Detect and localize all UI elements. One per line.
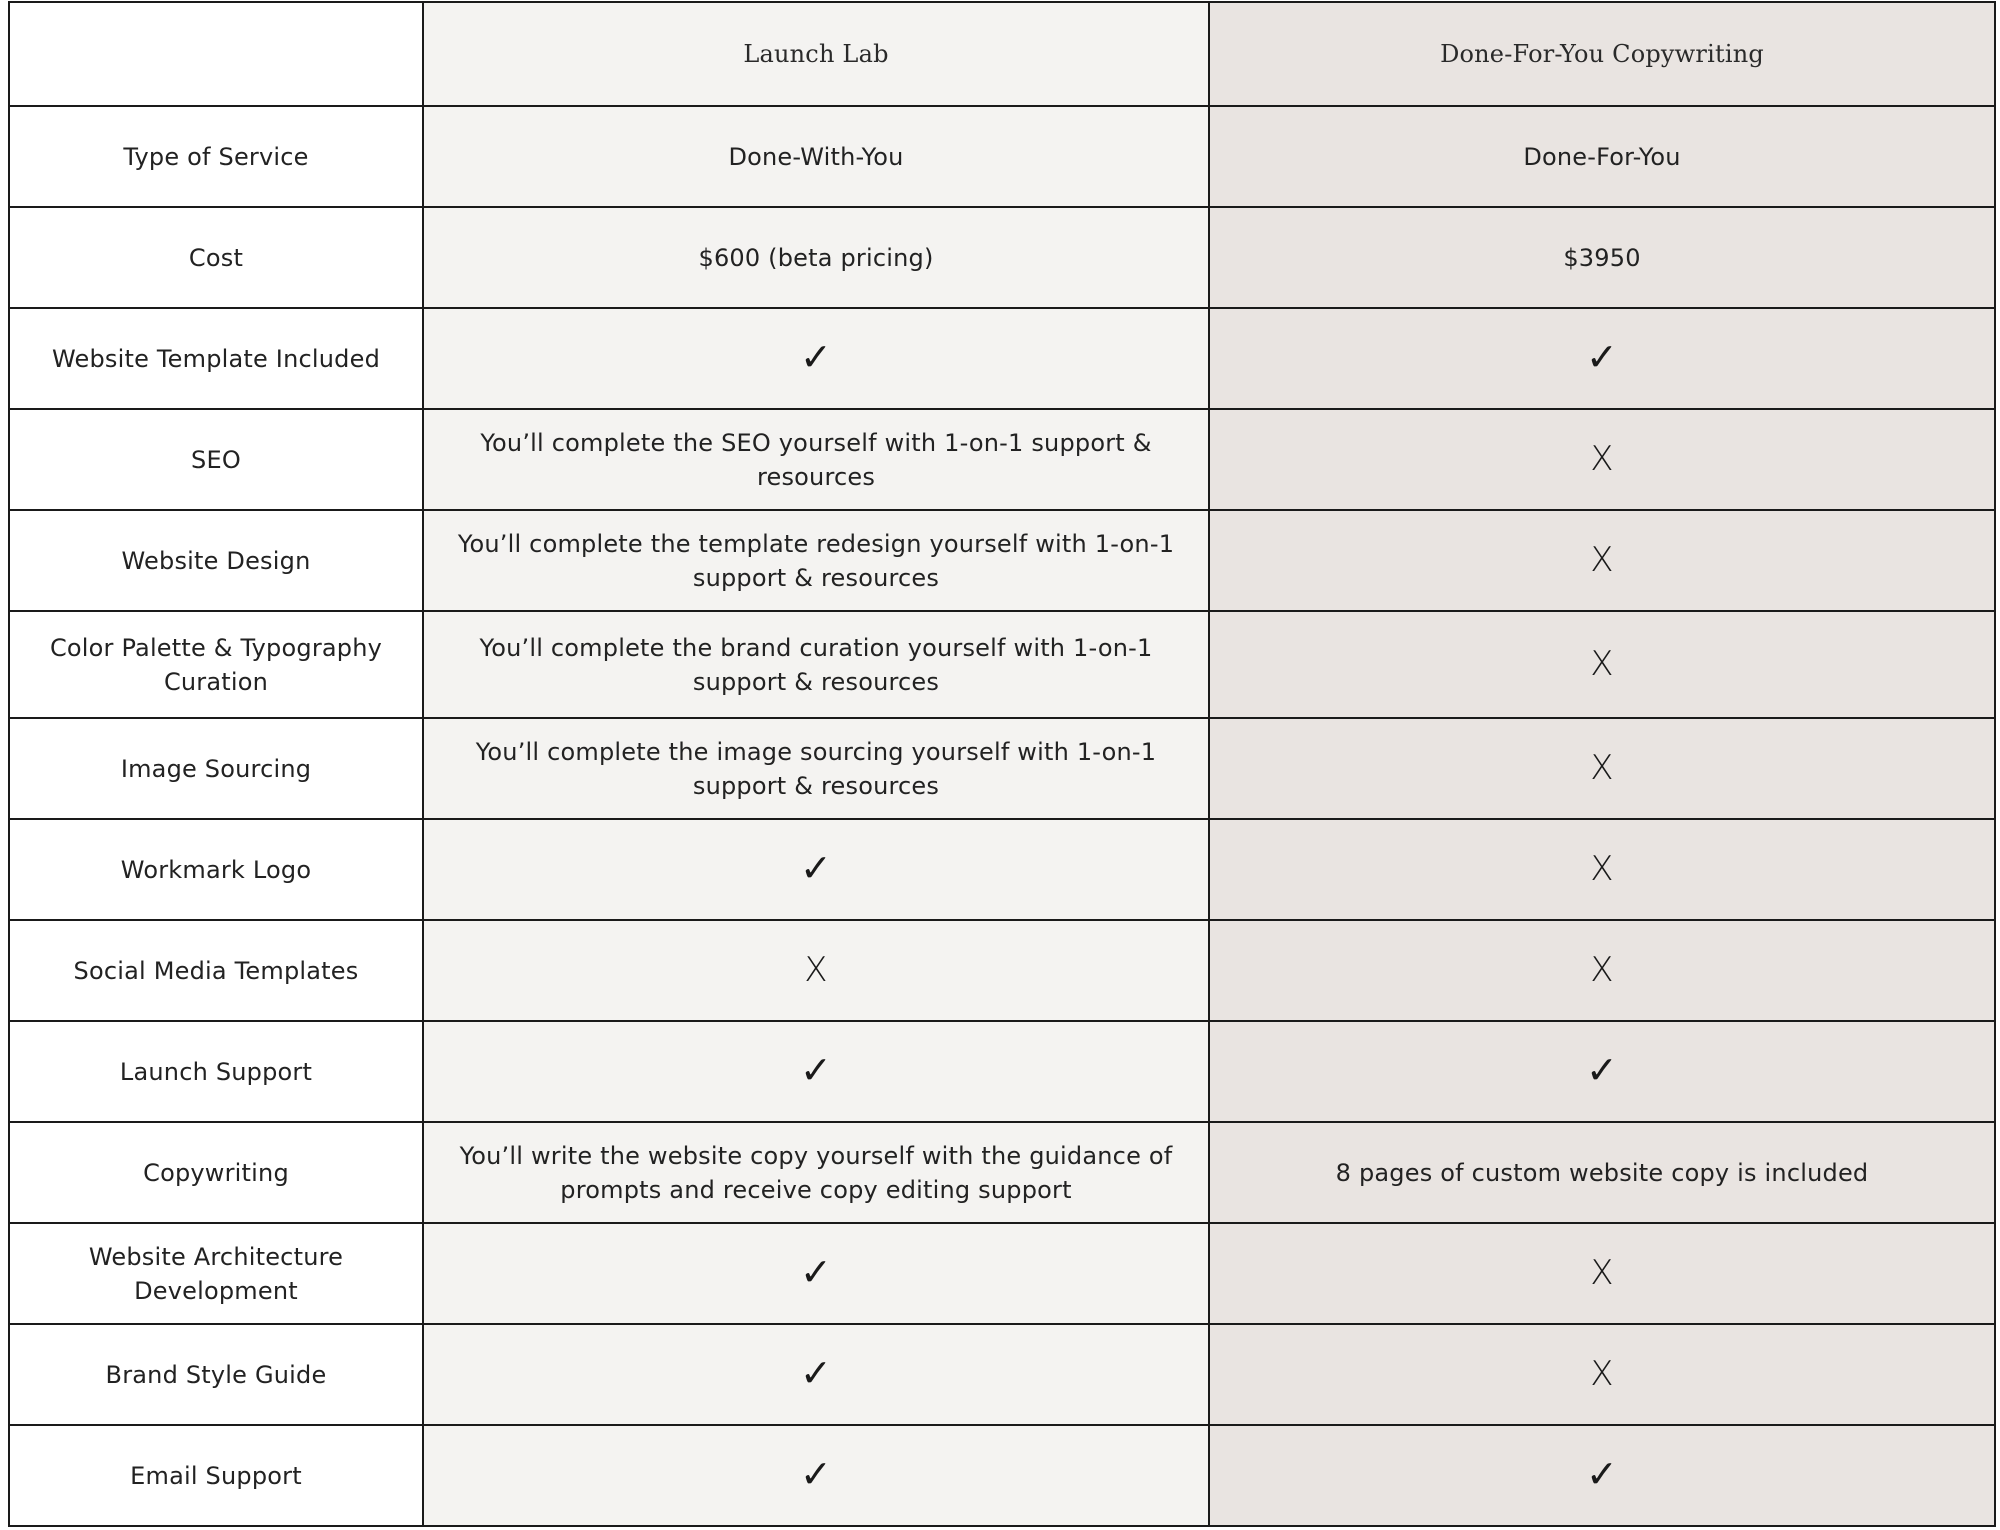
launch-lab-cell: Done-With-You — [423, 106, 1209, 207]
cross-icon: X — [1590, 1354, 1614, 1394]
header-launch-lab: Launch Lab — [423, 2, 1209, 106]
launch-lab-cell — [423, 1425, 1209, 1526]
feature-label: Copywriting — [9, 1122, 423, 1223]
done-for-you-cell — [1209, 920, 1995, 1021]
feature-label: Launch Support — [9, 1021, 423, 1122]
check-icon: ✓ — [1585, 1452, 1619, 1496]
launch-lab-cell: $600 (beta pricing) — [423, 207, 1209, 308]
done-for-you-cell — [1209, 1425, 1995, 1526]
table-row — [9, 510, 1995, 611]
check-icon: ✓ — [799, 1351, 833, 1395]
table-row — [9, 920, 1995, 1021]
table-row — [9, 718, 1995, 819]
cross-icon: X — [1590, 950, 1614, 990]
done-for-you-cell — [1209, 1324, 1995, 1425]
launch-lab-cell — [423, 1324, 1209, 1425]
feature-label: Cost — [9, 207, 423, 308]
check-icon: ✓ — [799, 846, 833, 890]
check-icon: ✓ — [799, 1048, 833, 1092]
done-for-you-cell — [1209, 611, 1995, 718]
table-row — [9, 308, 1995, 409]
feature-label: Image Sourcing — [9, 718, 423, 819]
launch-lab-cell — [423, 308, 1209, 409]
cross-icon: X — [1590, 644, 1614, 684]
done-for-you-cell — [1209, 1223, 1995, 1324]
header-row — [9, 2, 1995, 106]
check-icon: ✓ — [799, 1452, 833, 1496]
cross-icon: X — [1590, 439, 1614, 479]
table-row — [9, 1425, 1995, 1526]
table-row — [9, 1122, 1995, 1223]
feature-label: Website Template Included — [9, 308, 423, 409]
launch-lab-cell: You’ll complete the template redesign yourself with 1-on-1 support & resources — [423, 510, 1209, 611]
launch-lab-cell — [423, 819, 1209, 920]
feature-label: Social Media Templates — [9, 920, 423, 1021]
cross-icon: X — [804, 950, 828, 990]
done-for-you-cell — [1209, 510, 1995, 611]
table-row — [9, 611, 1995, 718]
table-body — [9, 106, 1995, 1526]
feature-label: Workmark Logo — [9, 819, 423, 920]
check-icon: ✓ — [799, 1250, 833, 1294]
cross-icon: X — [1590, 540, 1614, 580]
launch-lab-cell — [423, 1021, 1209, 1122]
check-icon: ✓ — [1585, 335, 1619, 379]
feature-label: Website Architecture Development — [9, 1223, 423, 1324]
done-for-you-cell: $3950 — [1209, 207, 1995, 308]
table-row — [9, 819, 1995, 920]
done-for-you-cell — [1209, 718, 1995, 819]
table-row — [9, 1021, 1995, 1122]
done-for-you-cell: Done-For-You — [1209, 106, 1995, 207]
feature-label: SEO — [9, 409, 423, 510]
feature-label: Brand Style Guide — [9, 1324, 423, 1425]
done-for-you-cell — [1209, 1021, 1995, 1122]
table-row — [9, 409, 1995, 510]
check-icon: ✓ — [1585, 1048, 1619, 1092]
launch-lab-cell: You’ll complete the image sourcing yourself with 1-on-1 support & resources — [423, 718, 1209, 819]
feature-label: Website Design — [9, 510, 423, 611]
launch-lab-cell — [423, 920, 1209, 1021]
done-for-you-cell — [1209, 308, 1995, 409]
check-icon: ✓ — [799, 335, 833, 379]
cross-icon: X — [1590, 748, 1614, 788]
cross-icon: X — [1590, 1253, 1614, 1293]
comparison-table — [8, 1, 1996, 1527]
done-for-you-cell — [1209, 819, 1995, 920]
feature-label: Email Support — [9, 1425, 423, 1526]
feature-label: Color Palette & Typography Curation — [9, 611, 423, 718]
done-for-you-cell — [1209, 409, 1995, 510]
header-done-for-you: Done-For-You Copywriting — [1209, 2, 1995, 106]
cross-icon: X — [1590, 849, 1614, 889]
launch-lab-cell: You’ll write the website copy yourself with the guidance of prompts and receive copy editing support — [423, 1122, 1209, 1223]
table-row — [9, 106, 1995, 207]
table-row — [9, 1223, 1995, 1324]
launch-lab-cell — [423, 1223, 1209, 1324]
table-row — [9, 1324, 1995, 1425]
launch-lab-cell: You’ll complete the SEO yourself with 1-on-1 support & resources — [423, 409, 1209, 510]
feature-label: Type of Service — [9, 106, 423, 207]
launch-lab-cell: You’ll complete the brand curation yourself with 1-on-1 support & resources — [423, 611, 1209, 718]
header-corner-cell — [9, 2, 423, 106]
done-for-you-cell: 8 pages of custom website copy is included — [1209, 1122, 1995, 1223]
table-row — [9, 207, 1995, 308]
